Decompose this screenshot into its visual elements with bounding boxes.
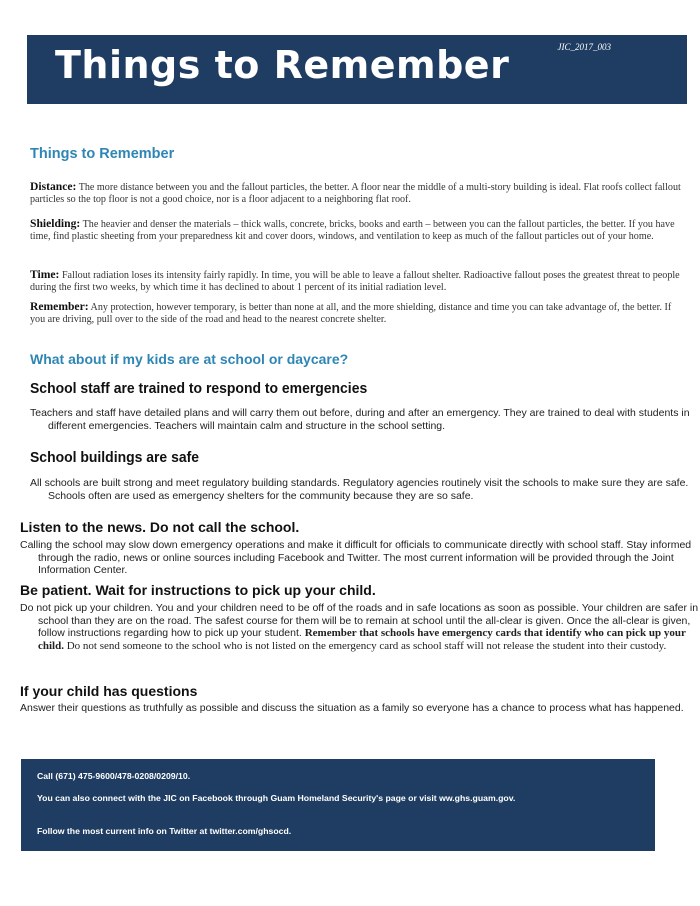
- term-remember: Remember:: [30, 300, 89, 313]
- term-time: Time:: [30, 268, 60, 281]
- text-time: Fallout radiation loses its intensity fairly rapidly. In time, you will be able to leave a fallout shelter. Radioactive fallout poses the greatest threat to people during the first two weeks, by which time it has declined to about 1 percent of its initial radiation level.: [30, 270, 680, 294]
- heading-listen-news: Listen to the news. Do not call the school.: [20, 519, 300, 535]
- title-banner: [27, 35, 687, 104]
- heading-school-staff: School staff are trained to respond to emergencies: [30, 380, 368, 397]
- paragraph-time: [30, 269, 688, 295]
- document-code: JIC_2017_003: [557, 42, 611, 52]
- text-be-patient: [20, 602, 700, 652]
- page-title: Things to Remember: [55, 43, 510, 87]
- heading-school-buildings: School buildings are safe: [30, 449, 199, 466]
- heading-be-patient: Be patient. Wait for instructions to pick up your child.: [20, 582, 376, 598]
- section-heading-kids-at-school: What about if my kids are at school or daycare?: [30, 351, 349, 367]
- term-shielding: Shielding:: [30, 217, 81, 230]
- contact-twitter: Follow the most current info on Twitter at twitter.com/ghsocd.: [37, 826, 292, 836]
- text-school-staff: Teachers and staff have detailed plans and will carry them out before, during and after an emergency. They are trained to deal with students in different emergencies. Teachers will maintain calm and structure in the school setting.: [30, 407, 690, 432]
- contact-phone: Call (671) 475-9600/478-0208/0209/10.: [37, 771, 191, 781]
- section-heading-things-to-remember: Things to Remember: [30, 146, 175, 162]
- text-child-questions: Answer their questions as truthfully as possible and discuss the situation as a family so everyone has a chance to process what has happened.: [20, 702, 684, 714]
- text-be-patient-emphasis: Remember that schools have emergency cards that identify who can pick up your child.: [38, 627, 686, 652]
- paragraph-distance: [30, 181, 688, 207]
- text-remember: Any protection, however temporary, is better than none at all, and the more shielding, distance and time you can take advantage of, the better. If you are driving, pull over to the side of the road and head to the nearest concrete shelter.: [30, 302, 672, 326]
- text-school-buildings: All schools are built strong and meet regulatory building standards. Regulatory agencies routinely visit the schools to make sure they are safe. Schools often are used as emergency shelters for the community because they are so safe.: [30, 477, 689, 502]
- term-distance: Distance:: [30, 180, 77, 193]
- text-be-patient-part3: Do not send someone to the school who is not listed on the emergency card as school staff will not release the student into their custody.: [63, 639, 667, 652]
- paragraph-remember: [30, 301, 688, 327]
- text-be-patient-part1: Do not pick up your children. You and your children need to be off of the roads and in safe locations as soon as possible. Your children are safer in school than they are on the road. The safest course for them will be to remain at school until the all-clear is given. Once the all-clear is given, follow instructions regarding how to pick up your student.: [20, 602, 699, 639]
- heading-child-questions: If your child has questions: [20, 683, 198, 699]
- text-distance: The more distance between you and the fallout particles, the better. A floor near the middle of a multi-story building is ideal. Flat roofs collect fallout particles so the top floor is not a good choice, nor is a floor adjacent to a neighboring flat roof.: [30, 182, 681, 206]
- text-listen-news: Calling the school may slow down emergency operations and make it difficult for officials to communicate directly with school staff. Stay informed through the radio, news or online sources including Facebook and Twitter. The most current information will be provided through the Joint Information Center.: [20, 539, 692, 576]
- contact-box: [21, 759, 655, 851]
- paragraph-shielding: [30, 218, 688, 244]
- contact-facebook: You can also connect with the JIC on Facebook through Guam Homeland Security's page or visit ww.ghs.guam.gov.: [37, 793, 516, 803]
- text-shielding: The heavier and denser the materials – thick walls, concrete, bricks, books and earth – between you can the fallout particles, the better. If you have time, find plastic sheeting from your preparedness kit and cover doors, windows, and ventilation to keep as much of the fallout particles out of your home.: [30, 219, 675, 243]
